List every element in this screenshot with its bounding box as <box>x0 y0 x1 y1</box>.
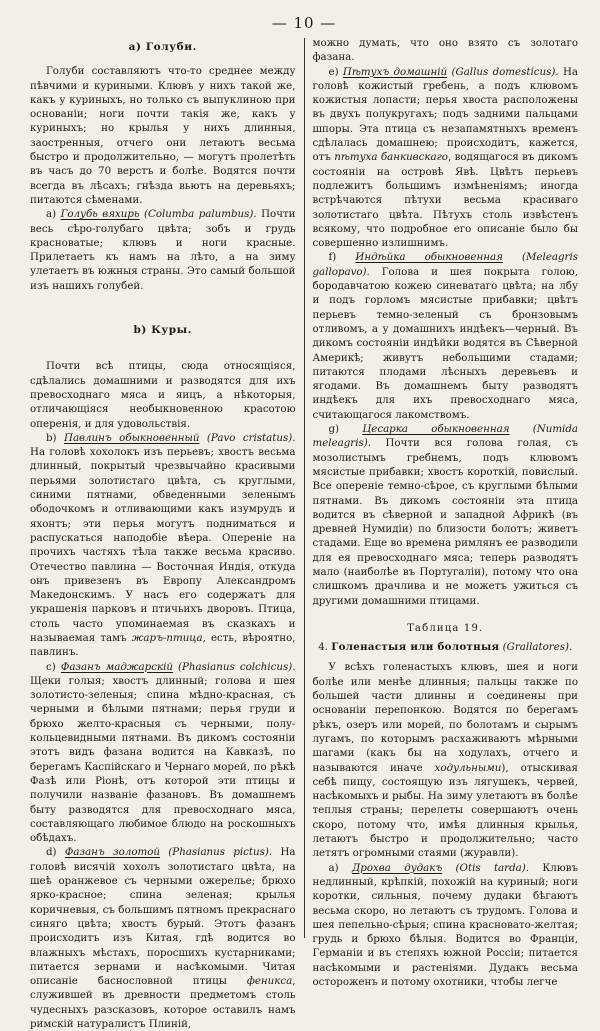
latin-name: (Pavo cristatus). <box>199 431 296 444</box>
entry-guineafowl <box>313 422 579 608</box>
latin-name: (Otis tarda). <box>442 861 543 874</box>
entry-peacock <box>30 431 296 660</box>
entry-great-bustard <box>313 861 579 990</box>
species-name: Пѣтухъ домашній <box>342 65 448 78</box>
order-name: Голенастыя или болотныя <box>331 641 500 654</box>
waders-intro <box>313 660 579 860</box>
entry-text-tail: ), отыскивая себѣ пищу, состоящую изъ лягушекъ, червей, насѣкомыхъ и рыбы. На зиму улетаютъ въ болѣе теплыя страны; перелеты совершаютъ очень скоро, потому что, имѣя длинныя крылья, летаютъ быстро и продолжительно; часто летятъ огромными стаями (журавли). <box>312 761 578 860</box>
order-latin: (Grallatores). <box>499 641 573 654</box>
entry-text: Почти вся голова голая, съ мозолистымъ гребнемъ, подъ клювомъ мясистые прибавки; хвостъ короткій, повислый. Все опереніе темно-сѣрое, съ круглыми бѣлыми пятнами. Въ дикомъ состояніи эта птица водится въ сѣверной и западной Африкѣ (въ древней Нумидіи) по близости болотъ; живетъ стадами. Еще во времена римлянъ ее разводили для ея превосходнаго мяса; теперь разводятъ мало (наиболѣе въ Португаліи), потому что она слишкомъ драчлива и не можетъ ужиться съ другими домашними птицами. <box>312 437 579 607</box>
entry-text-tail: , есть, вѣроятно, павлинъ. <box>30 631 296 659</box>
entry-text: Щеки голыя; хвостъ длинный; голова и шея золотисто-зеленыя; спина мѣдно-красная, съ черными и бѣлыми пятнами; перья груди и брюхо желто-красныя съ черными, полу-кольцевидными пятнами. Въ дикомъ состояніи этотъ видъ фазана водится на Кавказѣ, по берегамъ Каспійскаго и Чернаго морей, по рѣкѣ Фазѣ или Ріонѣ, отъ которой эти птицы и получили названіе фазановъ. Въ домашнемъ быту разводятся для превосходнаго мяса, составляющаго любимое блюдо на роскошныхъ обѣдахъ. <box>30 674 296 845</box>
entry-text: На головѣ кожистый гребень, а подъ клювомъ кожистыя лопасти; перья хвоста расположены въ двухъ полукругахъ; подъ задними пальцами шпоры. Эта птица съ незапамятныхъ временъ сдѣлалась домашнею; происходитъ, кажется, отъ <box>312 65 579 164</box>
phoenix-term: феникса <box>246 975 293 988</box>
entry-label: c) <box>46 660 61 673</box>
entry-text: Голова и шея покрыта голою, бородавчатою кожею синеватаго цвѣта; на лбу и подъ горломъ мясистые прибавки; цвѣтъ перьевъ темно-зеленый съ бронзовымъ отливомъ, а у домашнихъ индѣекъ—черный. Въ дикомъ состояніи индѣйки водятся въ Сѣверной Америкѣ; живутъ небольшими стадами; питаются плодами лѣсныхъ деревьевъ и ягодами. Въ домашнемъ быту разводятъ индѣекъ для ихъ превосходнаго мяса, считающагося лакомствомъ. <box>312 265 578 421</box>
entry-rooster <box>313 65 579 251</box>
species-name: Павлинъ обыкновенный <box>64 431 200 444</box>
entry-label: f) <box>328 251 356 264</box>
species-name: Голубь вяхирь <box>60 208 140 221</box>
entry-text: Клювъ недлинный, крѣпкій, похожій на куриный; ноги коротки, сильныя, почему дудаки бѣгаютъ весьма скоро, но летаютъ съ трудомъ. Голова и шея пепельно-сѣрыя; спина красновато-желтая; грудь и брюхо бѣлыя. Водится во Франціи, Германіи и въ степяхъ южной Россіи; питается насѣкомыми и растеніями. Дудакъ весьма остороженъ и потому охотники, чтобы легче <box>312 861 578 988</box>
entry-pheasant <box>30 660 296 846</box>
latin-name: (Meleagris gallopavo). <box>312 251 578 278</box>
stilts-term: ходульными <box>434 761 502 774</box>
entry-golden-pheasant <box>30 845 296 1031</box>
left-column <box>30 36 304 1030</box>
species-name: Фазанъ золотой <box>64 846 161 859</box>
entry-label: a) <box>46 208 61 221</box>
entry-label: e) <box>328 65 343 78</box>
entry-label: a) <box>328 861 352 874</box>
entry-text-tail: , служившей въ древности предметомъ столь чудесныхъ разсказовъ, которое оставилъ намъ римскій натуралистъ Плиній, <box>30 975 296 1030</box>
order-heading <box>313 640 579 654</box>
order-number: 4. <box>318 641 332 654</box>
entry-text-tail: , водящагося въ дикомъ состояніи на островѣ Явѣ. Цвѣтъ перьевъ подлежитъ большимъ измѣненіямъ; иногда встрѣчаются пѣтухи весьма красиваго золотистаго цвѣта. Пѣтухъ столь извѣстенъ всякому, что подробное его описаніе было бы совершенно излишнимъ. <box>312 151 578 250</box>
latin-name: (Phasianus colchicus). <box>172 660 296 673</box>
firebird-term: жаръ-птица <box>131 631 203 644</box>
latin-name: (Columba palumbus). <box>139 208 262 221</box>
continued-text: можно думать, что оно взято съ золотаго фазана. <box>312 37 578 64</box>
section-heading-fowl: b) Куры. <box>133 324 193 337</box>
entry-text: На головѣ висячій хохолъ золотистаго цвѣта, на шеѣ оранжевое съ черными ожерелье; брюхо ярко-красное; спина зеленая; крылья коричневыя, съ большимъ пятномъ прекраснаго синяго цвѣта; хвостъ бурый. Этотъ фазанъ происходитъ изъ Китая, гдѣ водится во влажныхъ мѣстахъ, поросшихъ кустарниками; питается зернами и насѣкомыми. Читая описаніе баснословной птицы <box>30 846 296 988</box>
page-number: — 10 — <box>271 14 337 32</box>
entry-text: У всѣхъ голенастыхъ клювъ, шея и ноги болѣе или менѣе длинныя; пальцы также по большей части длинны и соединены при основаніи перепонкою. Водятся по берегамъ рѣкъ, озеръ или морей, по болотамъ и сырымъ лугамъ, по которымъ расхаживаютъ мѣрными шагами (какъ бы на ходулахъ, отчего и называются иначе <box>312 661 578 774</box>
right-column <box>305 36 579 988</box>
species-name: Индѣйка обыкновенная <box>355 251 503 264</box>
entry-text: На головѣ хохолокъ изъ перьевъ; хвостъ весьма длинный, покрытый чрезвычайно красивыми перьями золотистаго цвѣта, съ круглыми, синими пятнами, обведенными зеленымъ ободочкомъ и отливающими какъ изумрудъ и яхонтъ; эти перья могутъ подниматься и распускаться наподобіе вѣера. Опереніе на прочихъ частяхъ тѣла также весьма красиво. Отечество павлина — Восточная Индія, откуда онъ привезенъ въ Европу Александромъ Македонскимъ. У насъ его содержатъ для украшенія парковъ и птичьихъ дворовъ. Птица, столь часто упоминаемая въ сказкахъ и называемая тамъ <box>30 446 296 644</box>
entry-label: b) <box>46 431 64 444</box>
entry-turkey <box>313 250 579 422</box>
species-name: Фазанъ маджарскій <box>60 660 173 673</box>
species-name: Цесарка обыкновенная <box>362 423 510 436</box>
species-name: Дрохва дудакъ <box>351 861 443 874</box>
entry-wood-pigeon <box>30 207 296 293</box>
table-title: Таблица 19. <box>407 622 484 634</box>
section-heading-pigeons: а) Голуби. <box>128 41 197 53</box>
entry-label: d) <box>46 846 65 859</box>
entry-label: g) <box>328 423 363 436</box>
latin-name: (Numida meleagris). <box>312 423 578 450</box>
bankiva-term: пѣтуха банкивскаго <box>334 151 448 164</box>
entry-text: Почти весь сѣро-голубаго цвѣта; зобъ и грудь красноватые; клювъ и ноги красные. Прилетаетъ къ намъ на лѣто, а на зиму улетаетъ въ южныя страны. Это самый большой изъ нашихъ голубей. <box>30 208 296 292</box>
latin-name: (Phasianus pictus). <box>160 846 281 859</box>
two-column-body <box>30 36 579 1030</box>
fowl-intro: Почти всѣ птицы, сюда относящіяся, сдѣлались домашними и разводятся для ихъ превосходнаго мяса и яицъ, а нѣкоторыя, отличающіяся необыкновенною красотою оперенія, и для удовольствія. <box>30 360 296 430</box>
latin-name: (Gallus domesticus). <box>447 65 563 78</box>
pigeons-intro: Голуби составляютъ что-то среднее между пѣвчими и куриными. Клювъ у нихъ такой же, какъ у куриныхъ, но только съ выпуклиною при основаніи; ноги почти такія же, какъ у куриныхъ; но крылья у нихъ длинныя, заостренныя, отчего они летаютъ весьма быстро и продолжительно, — могутъ пролетѣть въ часъ до 70 верстъ и болѣе. Водятся почти всегда въ лѣсахъ; гнѣзда вьютъ на деревьяхъ; питаются сѣменами. <box>30 65 296 206</box>
